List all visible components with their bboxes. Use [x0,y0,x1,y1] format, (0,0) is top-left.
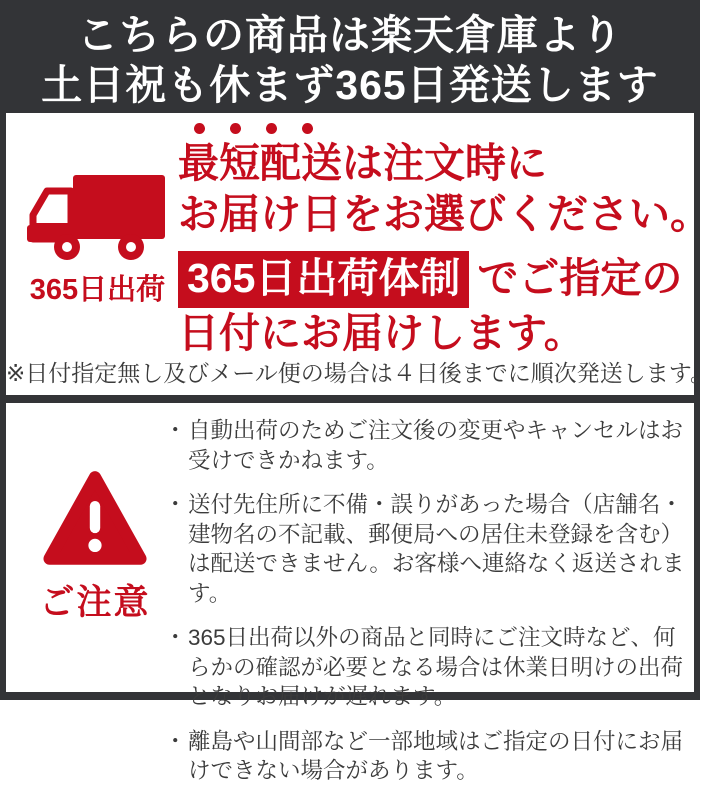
caution-list-item [164,623,692,712]
bullet-marker: ・ [164,418,187,443]
shipping-text-block [178,123,711,358]
banner-line-2: 土日祝も休まず365日発送します [41,62,659,108]
caution-list [164,416,692,786]
caution-item-text: 送付先住所に不備・誤りがあった場合（店舗名・建物名の不記載、郵便局への居住未登録を含む）は配送できません。お客様へ連絡なく返送されます。 [188,492,685,606]
shipping-line-3 [178,251,711,308]
shipping-heading-line-1: 最短配送は注文時に [178,140,547,186]
bullet-marker: ・ [164,625,187,650]
shipping-icon-block [20,173,175,308]
truck-label: 365日出荷 [29,274,166,306]
caution-item-text: 自動出荷のためご注文後の変更やキャンセルはお受けできかねます。 [188,418,684,473]
bullet-marker: ・ [164,492,187,517]
top-banner [0,0,700,113]
separator-bar [0,395,700,403]
highlight-badge: 365日出荷体制 [178,251,469,308]
caution-list-item [164,416,692,475]
highlight-suffix: でご指定の [477,255,683,301]
caution-list-item [164,727,692,786]
shipping-heading-line-2: お届け日をお選びください。 [178,191,711,237]
emphasis-dot-icon [194,123,205,134]
caution-panel [6,403,694,783]
shipping-note: ※日付指定無し及びメール便の場合は４日後までに順次発送します。 [6,360,713,386]
caution-item-text: 365日出荷以外の商品と同時にご注文時など、何らかの確認が必要となる場合は休業日明けの出荷となりお届けが遅れます。 [188,625,684,709]
caution-icon-block [30,469,160,625]
emphasis-dot-icon [266,123,277,134]
bullet-marker: ・ [164,728,187,754]
caution-item-text: 離島や山間部など一部地域はご指定の日付にお届けできない場合があります。 [188,728,684,783]
emphasis-dot-icon [230,123,241,134]
delivery-truck-icon [20,173,175,263]
caution-label: ご注意 [39,583,151,622]
shipping-line-4: 日付にお届けします。 [178,310,585,356]
banner-line-1: こちらの商品は楽天倉庫より [77,12,623,58]
shipping-panel [6,113,713,395]
emphasis-dot-icon [302,123,313,134]
warning-triangle-icon [30,469,160,567]
caution-list-item [164,490,692,608]
emphasis-dots [194,123,711,135]
